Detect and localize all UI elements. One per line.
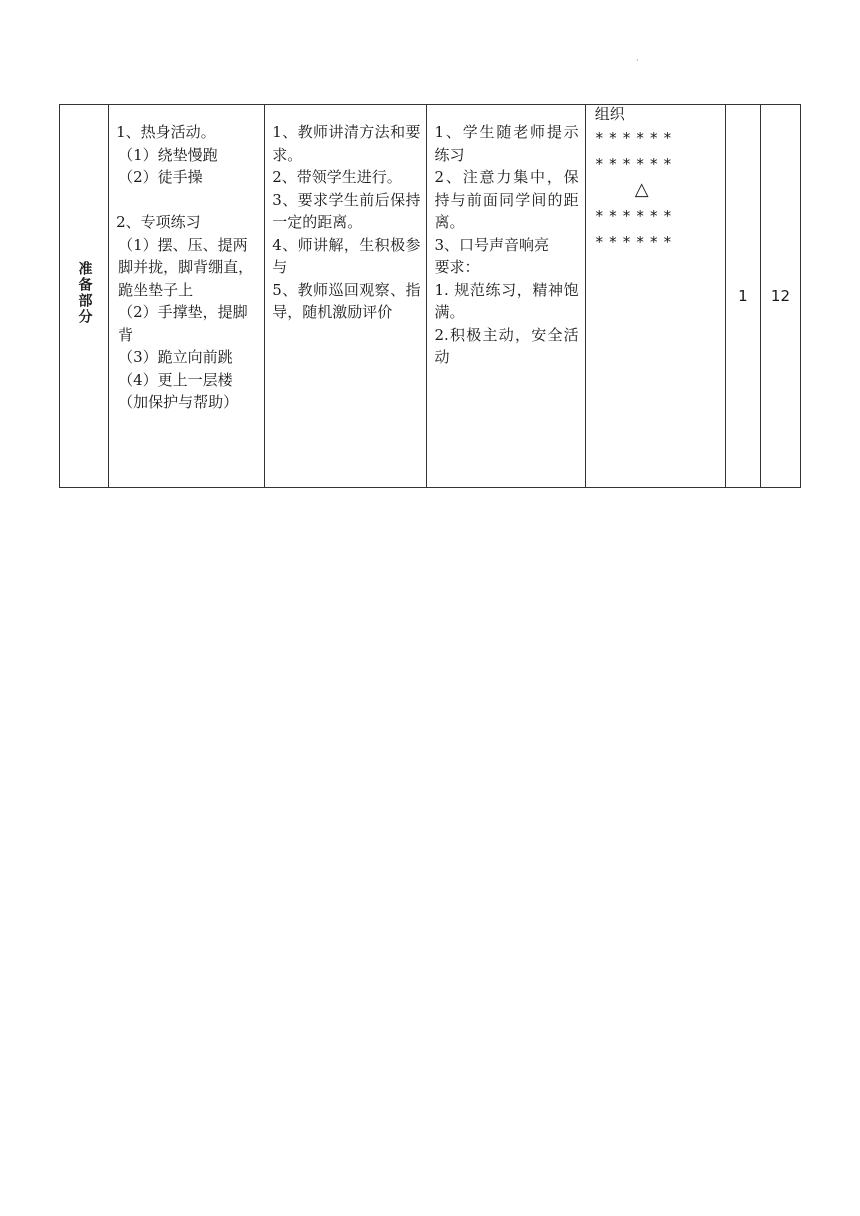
student-line: 2.积极主动，安全活动 bbox=[434, 325, 579, 366]
section-cell bbox=[60, 105, 109, 488]
times-cell bbox=[725, 105, 760, 488]
teacher-cell bbox=[265, 105, 427, 488]
teacher-triangle-icon: △ bbox=[634, 179, 649, 200]
student-formation-row: ****** bbox=[594, 155, 677, 173]
table-row bbox=[60, 105, 801, 488]
organization-cell bbox=[585, 105, 725, 488]
content-line: （3）跪立向前跳 bbox=[118, 348, 233, 366]
student-formation-row: ****** bbox=[594, 207, 677, 225]
content-line: （2）手撑垫，提脚背 bbox=[118, 303, 248, 344]
minutes-value: 12 bbox=[770, 286, 790, 305]
teacher-line: 2、带领学生进行。 bbox=[272, 168, 402, 186]
teacher-line: 3、要求学生前后保持一定的距离。 bbox=[272, 190, 421, 231]
teacher-line: 1、教师讲清方法和要求。 bbox=[272, 123, 421, 164]
content-line: （1）摆、压、提两脚并拢，脚背绷直，跪坐垫子上 bbox=[118, 235, 254, 299]
times-value: 1 bbox=[738, 286, 748, 305]
section-label: 准备部分 bbox=[76, 260, 93, 325]
organization-title: 组织 bbox=[594, 105, 625, 123]
student-formation-row: ****** bbox=[594, 129, 677, 147]
lesson-plan-table bbox=[59, 104, 801, 488]
header-dot: · bbox=[636, 56, 639, 65]
student-cell bbox=[427, 105, 585, 488]
student-line: 1、学生随老师提示练习 bbox=[434, 123, 579, 164]
student-formation-row: ****** bbox=[594, 233, 677, 251]
student-line: 2、注意力集中，保持与前面同学间的距离。 bbox=[434, 168, 579, 231]
content-line: （2）徒手操 bbox=[118, 168, 203, 186]
content-cell bbox=[109, 105, 265, 488]
content-line: （1）绕垫慢跑 bbox=[118, 145, 218, 164]
content-line: （4）更上一层楼 bbox=[118, 370, 233, 389]
minutes-cell bbox=[760, 105, 800, 488]
student-line: 要求： bbox=[434, 258, 480, 276]
content-gap bbox=[116, 189, 258, 212]
student-line: 3、口号声音响亮 bbox=[434, 235, 550, 254]
teacher-line: 5、教师巡回观察、指导，随机激励评价 bbox=[272, 280, 421, 321]
teacher-line: 4、师讲解，生积极参与 bbox=[272, 235, 421, 276]
student-line: 1. 规范练习，精神饱满。 bbox=[434, 280, 579, 321]
content-line: 2、专项练习 bbox=[116, 213, 201, 231]
content-line: （加保护与帮助） bbox=[118, 393, 239, 411]
content-line: 1、热身活动。 bbox=[116, 123, 216, 141]
